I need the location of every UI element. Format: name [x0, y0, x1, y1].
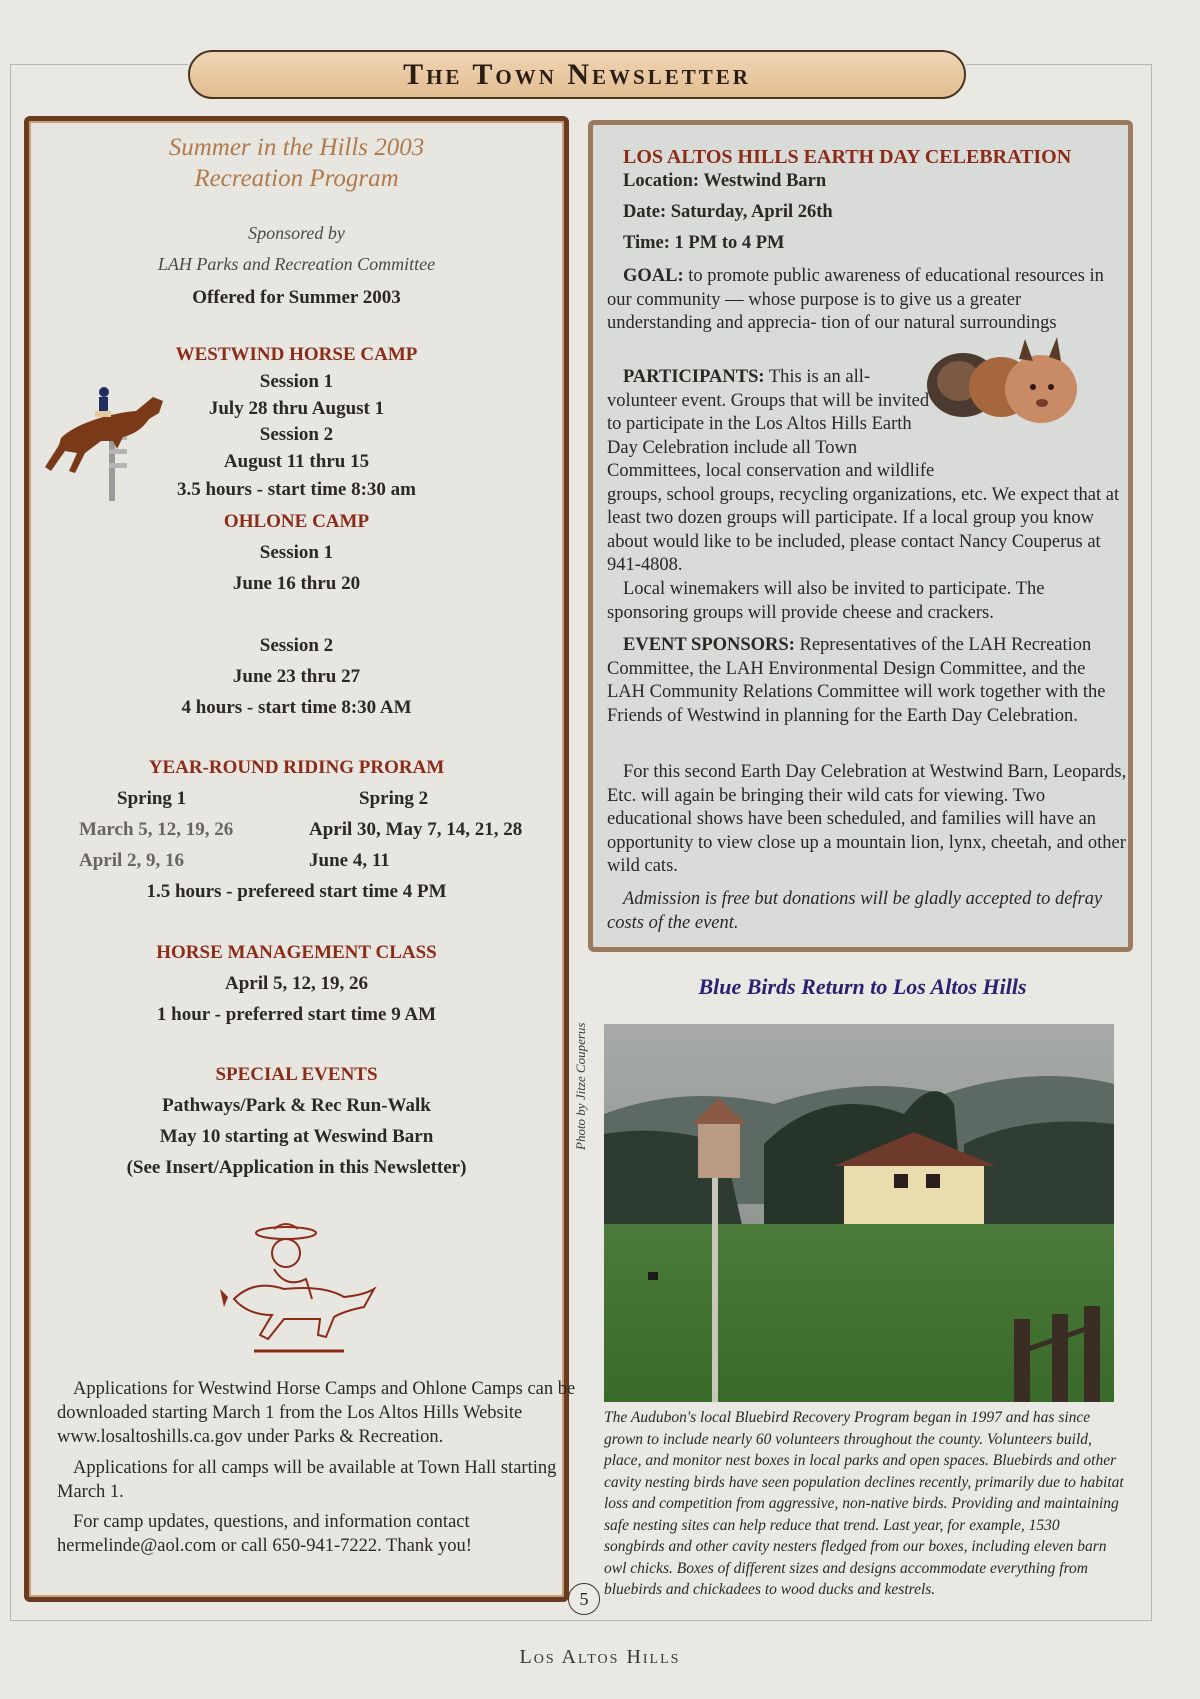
horse-management-dates: April 5, 12, 19, 26	[224, 973, 369, 994]
spring2-label: Spring 2	[359, 788, 429, 809]
goal-text: to promote public awareness of educational resources in our community — whose purpose is to give us a greater understanding and apprecia- tion of our natural surroundings	[607, 266, 1104, 333]
earth-day-heading: LOS ALTOS HILLS EARTH DAY CELEBRATION	[623, 146, 1072, 168]
frame-line-right	[1151, 64, 1152, 1620]
ohlone-session2: Session 2	[259, 635, 334, 656]
westwind-heading: WESTWIND HORSE CAMP	[175, 344, 418, 365]
earth-day-date: Date: Saturday, April 26th	[623, 202, 833, 222]
ohlone-session2-dates: June 23 thru 27	[232, 666, 361, 687]
bluebirds-caption: The Audubon's local Bluebird Recovery Program began in 1997 and has since grown to include nearly 60 volunteers throughout the county. Volunteers build, place, and monitor nest boxes in local parks and open spaces. Bluebirds and other cavity nesting birds have seen population declines recently, primarily due to habitat loss and competition from aggressive, non-native birds. Providing and maintaining safe nesting sites can help reduce that trend. Last year, for example, 1530 songbirds and other cavity nesters fledged from our boxes, including eleven barn owl chicks. Boxes of different sizes and designs accommodate everything from bluebirds and chickadees to wood ducks and kestrels.	[604, 1409, 1124, 1598]
special-events-line3: (See Insert/Application in this Newsletter)	[126, 1157, 467, 1178]
masthead-title: The Town Newsletter	[403, 57, 751, 91]
earth-day-panel	[588, 120, 1133, 952]
page-number: 5	[568, 1583, 600, 1615]
spring1-label: Spring 1	[117, 788, 187, 809]
spring2-dates-row2: June 4, 11	[309, 850, 390, 871]
westwind-session2-dates: August 11 thru 15	[223, 451, 370, 472]
wild-cats-illustration	[921, 335, 1089, 435]
sponsors-paragraph	[607, 634, 1127, 728]
horse-jumper-illustration	[41, 383, 171, 503]
sponsors-label: EVENT SPONSORS:	[623, 635, 795, 655]
applications-town-hall-paragraph: Applications for all camps will be available at Town Hall starting March 1.	[57, 1458, 557, 1502]
bluebirds-title: Blue Birds Return to Los Altos Hills	[698, 974, 1027, 999]
participants-text: This is an all-volunteer event. Groups that will be invited to participate in the Los Altos Hills Earth Day Celebration include all Town Committees, local conservation and wildlife groups, school groups, recycling organizations, etc. We expect that at least two dozen groups will participate. If a local group you know about would like to be included, please contact Nancy Couperus at 941-4808.	[607, 367, 1120, 575]
photo-credit: Photo by Jitze Couperus	[573, 1022, 588, 1150]
earth-day-time: Time: 1 PM to 4 PM	[623, 233, 785, 253]
sponsors-text: Representatives of the LAH Recreation Committee, the LAH Environmental Design Committee, and the LAH Community Relations Committee will work together with the Friends of Westwind in planning for the Earth Day Celebration.	[607, 635, 1106, 726]
spring1-dates-row2: April 2, 9, 16	[79, 850, 185, 871]
applications-download-paragraph: Applications for Westwind Horse Camps and Ohlone Camps can be downloaded starting March 1 from the Los Altos Hills Website www.losaltoshills.ca.gov under Parks & Recreation.	[57, 1379, 576, 1447]
ohlone-session1-dates: June 16 thru 20	[232, 573, 361, 594]
frame-line-left	[10, 64, 11, 1620]
riding-hours: 1.5 hours - prefereed start time 4 PM	[146, 881, 447, 902]
frame-line-bottom	[10, 1620, 1152, 1621]
sponsored-by: Sponsored by	[248, 223, 345, 243]
goal-label: GOAL:	[623, 266, 684, 286]
goal-paragraph	[607, 265, 1127, 336]
spring1-dates-row1: March 5, 12, 19, 26	[79, 819, 234, 840]
masthead	[188, 50, 966, 99]
special-events-line2: May 10 starting at Weswind Barn	[159, 1126, 434, 1147]
westwind-session2: Session 2	[259, 424, 334, 445]
horse-management-heading: HORSE MANAGEMENT CLASS	[156, 942, 437, 963]
ohlone-session1: Session 1	[259, 542, 334, 563]
ohlone-hours: 4 hours - start time 8:30 AM	[181, 697, 412, 718]
frame-line-top-right	[966, 64, 1152, 65]
earth-day-location: Location: Westwind Barn	[623, 171, 827, 191]
barn-birdhouse-photo	[604, 1024, 1114, 1402]
special-events-line1: Pathways/Park & Rec Run-Walk	[162, 1095, 431, 1116]
westwind-session1: Session 1	[259, 371, 334, 392]
horse-management-hours: 1 hour - preferred start time 9 AM	[156, 1004, 437, 1025]
offered-for: Offered for Summer 2003	[192, 287, 401, 308]
special-events-heading: SPECIAL EVENTS	[215, 1064, 378, 1085]
program-title-line2: Recreation Program	[194, 165, 399, 192]
footer-town-name: Los Altos Hills	[519, 1646, 681, 1668]
winemakers-paragraph: Local winemakers will also be invited to participate. The sponsoring groups will provide cheese and crackers.	[607, 579, 1045, 623]
westwind-session1-dates: July 28 thru August 1	[208, 398, 385, 419]
cartoon-rider-illustration	[214, 1219, 384, 1359]
spring2-dates-row1: April 30, May 7, 14, 21, 28	[309, 819, 523, 840]
frame-line-top	[10, 64, 188, 65]
recreation-program-panel	[24, 116, 576, 1602]
riding-heading: YEAR-ROUND RIDING PRORAM	[148, 757, 445, 778]
program-title-line1: Summer in the Hills 2003	[168, 134, 425, 161]
admission-paragraph: Admission is free but donations will be gladly accepted to defray costs of the event.	[607, 889, 1103, 933]
sponsor-committee: LAH Parks and Recreation Committee	[157, 254, 436, 274]
camp-contact-paragraph: For camp updates, questions, and information contact hermelinde@aol.com or call 650-941-7222. Thank you!	[57, 1512, 472, 1556]
second-celebration-paragraph: For this second Earth Day Celebration at Westwind Barn, Leopards, Etc. will again be bringing their wild cats for viewing. Two educational shows have been scheduled, and families will have an opportunity to view close up a mountain lion, lynx, cheetah, and other wild cats.	[607, 762, 1127, 876]
ohlone-heading: OHLONE CAMP	[223, 511, 370, 532]
participants-label: PARTICIPANTS:	[623, 367, 765, 387]
westwind-hours: 3.5 hours - start time 8:30 am	[176, 479, 417, 500]
